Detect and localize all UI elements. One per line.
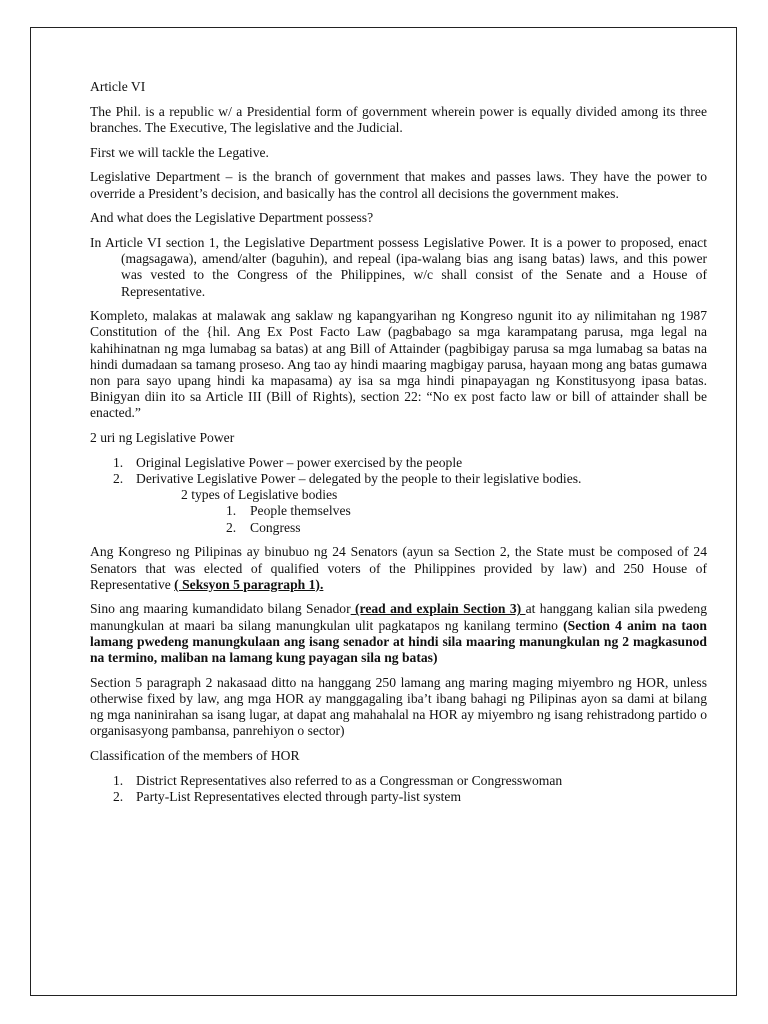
- section1-paragraph: In Article VI section 1, the Legislative Department possess Legislative Power. It is a power to proposed, enact (magsagawa), amend/alter (baguhin), and repeal (ipa-walang bias ang isang batas) laws, and this power was vested to the Congress of the Philippines, w/c shall consist of the Senate and a House of Representative.: [90, 234, 707, 299]
- list-item: [90, 471, 707, 487]
- intro-paragraph: The Phil. is a republic w/ a Presidential form of government wherein power is equally divided among its three branches. The Executive, The legislative and the Judicial.: [90, 103, 707, 135]
- list-text: People themselves: [250, 503, 351, 519]
- list-number: 2.: [113, 789, 124, 805]
- kompleto-paragraph: Kompleto, malakas at malawak ang saklaw ng kapangyarihan ng Kongreso ngunit ito ay nilimitahan ng 1987 Constitution of the {hil. Ang Ex Post Facto Law (pagbabago sa mga karampatang parusa, mga legal na kahihinatnan ng mga lumabag sa batas) at ang Bill of Attainder (pagbibigay parusa sa mga lumabag sa batas na hindi dumadaan sa tamang proseso. Ang tao ay hindi maaring magbigay parusa, hayaan mong ang batas gumawa non para sayo upang hindi ka mapasama) ay isa sa mga hindi pinapayagan ng Konstitusyong ipasa batas. Binigyan diin ito sa Article III (Bill of Rights), section 22: “No ex post facto law or bill of attainder shall be enacted.”: [90, 308, 707, 421]
- question-paragraph: And what does the Legislative Department possess?: [90, 210, 374, 226]
- classification-heading: Classification of the members of HOR: [90, 748, 300, 764]
- article-heading: Article VI: [90, 79, 146, 94]
- section5-paragraph: Section 5 paragraph 2 nakasaad ditto na hanggang 250 lamang ang maring maging miyembro ng HOR, unless otherwise fixed by law, ang mga HOR ay manggagaling iba’t ibang bahagi ng Pilipinas ayon sa dami at bilang ng mga naninirahan sa isang lugar, at dapat ang mahahalal na HOR ay miyembro ng isang rehistradong partido o organisasyong pambansa, panrehiyon o sector): [90, 674, 707, 739]
- sino-paragraph: [90, 601, 707, 666]
- document-page: [30, 27, 737, 996]
- sino-text-2: at hanggang kalian sila pwedeng manungkulan at maari ba silang manungkulan ulit pagkatapos ng kanilang termino: [90, 601, 707, 633]
- list-text: Derivative Legislative Power – delegated by the people to their legislative bodies.: [136, 471, 582, 487]
- list-text: Original Legislative Power – power exercised by the people: [136, 454, 463, 470]
- list-item: [90, 773, 707, 789]
- list-item: [90, 520, 707, 536]
- list-text: Party-List Representatives elected through party-list system: [136, 789, 462, 805]
- list-number: 2.: [113, 471, 124, 487]
- document-body: [90, 79, 707, 805]
- types-heading: 2 types of Legislative bodies: [181, 487, 338, 503]
- kongreso-paragraph: [90, 544, 707, 593]
- list-text: Congress: [250, 519, 301, 535]
- kongreso-citation: ( Seksyon 5 paragraph 1).: [174, 576, 324, 592]
- list-item: [90, 503, 707, 519]
- powers-list: [90, 455, 707, 536]
- tackle-paragraph: First we will tackle the Legative.: [90, 144, 269, 160]
- legislative-definition-paragraph: Legislative Department – is the branch of government that makes and passes laws. They have the power to override a President’s decision, and basically has the control all decisions the government makes.: [90, 169, 707, 201]
- uri-heading: 2 uri ng Legislative Power: [90, 430, 235, 446]
- classification-list: [90, 773, 707, 805]
- list-number: 2.: [226, 519, 237, 535]
- sino-text-1: Sino ang maaring kumandidato bilang Senador: [90, 601, 351, 617]
- list-number: 1.: [113, 454, 124, 470]
- list-number: 1.: [226, 503, 237, 519]
- list-item: [90, 455, 707, 471]
- list-item: [90, 789, 707, 805]
- sino-bold-note: (Section 4 anim na taon lamang pwedeng manungkulaan ang isang senador at hindi sila maaring manungkulan ng 2 magkasunod na termino, maliban na lamang kung payagan sila ng batas): [90, 617, 707, 666]
- sino-citation: (read and explain Section 3): [350, 601, 526, 617]
- list-number: 1.: [113, 772, 124, 788]
- list-text: District Representatives also referred to as a Congressman or Congresswoman: [136, 772, 563, 788]
- kongreso-text: Ang Kongreso ng Pilipinas ay binubuo ng 24 Senators (ayun sa Section 2, the State must be composed of 24 Senators that was elected of qualified voters of the Philippines provided by law) and 250 House of Representative: [90, 544, 707, 592]
